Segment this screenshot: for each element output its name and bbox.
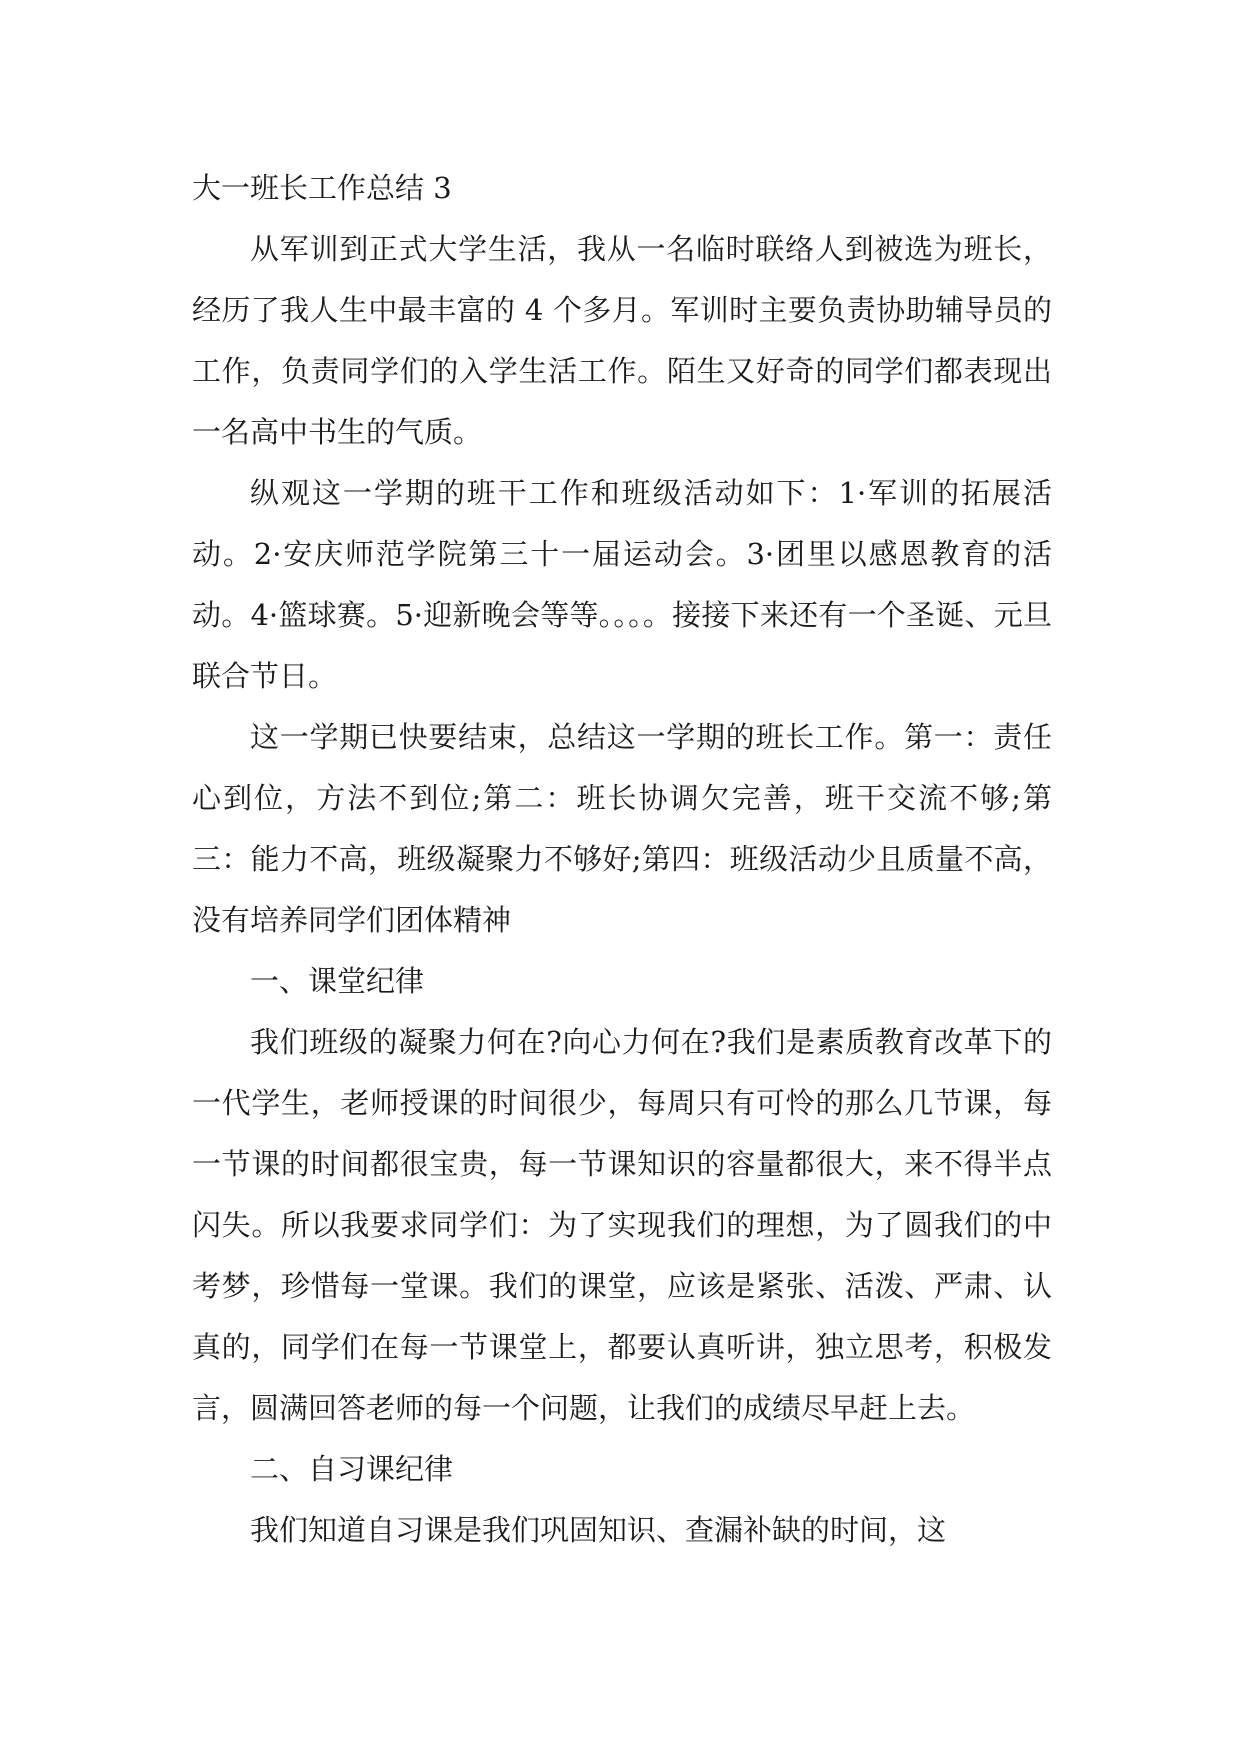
section-heading-self-study-discipline: 二、自习课纪律 <box>250 1452 454 1486</box>
document-title: 大一班长工作总结 3 <box>192 171 452 205</box>
paragraph-classroom-discipline: 我们班级的凝聚力何在?向心力何在?我们是素质教育改革下的一代学生，老师授课的时间很少，每周只有可怜的那么几节课，每一节课的时间都很宝贵，每一节课知识的容量都很大，来不得半点闪失。所以我要求同学们：为了实现我们的理想，为了圆我们的中考梦，珍惜每一堂课。我们的课堂，应该是紧张、活泼、严肃、认真的，同学们在每一节课堂上，都要认真听讲，独立思考，积极发言，圆满回答老师的每一个问题，让我们的成绩尽早赶上去。 <box>192 1025 1052 1425</box>
paragraph-summary: 这一学期已快要结束，总结这一学期的班长工作。第一：责任心到位，方法不到位;第二：班长协调欠完善，班干交流不够;第三：能力不高，班级凝聚力不够好;第四：班级活动少且质量不高，没有培养同学们团体精神 <box>192 720 1052 937</box>
section-heading-classroom-discipline: 一、课堂纪律 <box>250 964 425 998</box>
paragraph-self-study-discipline: 我们知道自习课是我们巩固知识、查漏补缺的时间，这 <box>250 1513 947 1547</box>
paragraph-intro: 从军训到正式大学生活，我从一名临时联络人到被选为班长，经历了我人生中最丰富的 4 个多月。军训时主要负责协助辅导员的工作，负责同学们的入学生活工作。陌生又好奇的同学们都表现出一名高中书生的气质。 <box>192 232 1052 449</box>
document-body <box>192 158 1052 1561</box>
paragraph-activities: 纵观这一学期的班干工作和班级活动如下：1·军训的拓展活动。2·安庆师范学院第三十一届运动会。3·团里以感恩教育的活动。4·篮球赛。5·迎新晚会等等。。。。接接下来还有一个圣诞、元旦联合节日。 <box>192 476 1052 693</box>
